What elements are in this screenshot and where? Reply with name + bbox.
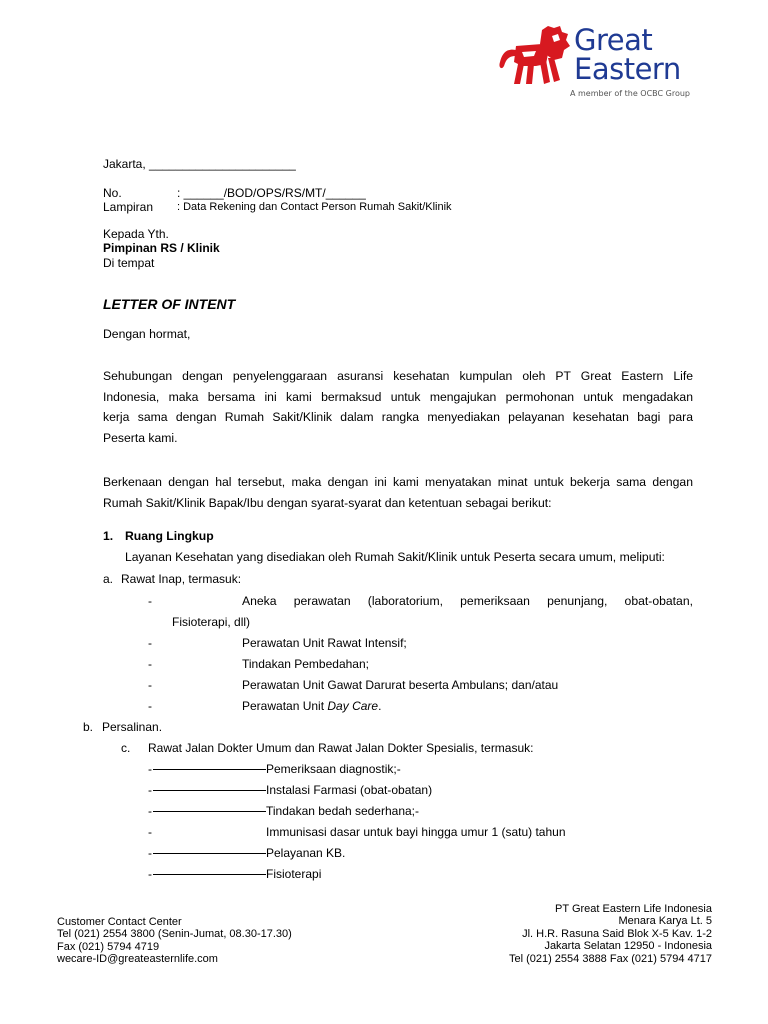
addressee-location: Di tempat xyxy=(103,256,155,270)
attachment-value: : Data Rekening dan Contact Person Rumah Sakit/Klinik xyxy=(177,201,452,213)
inpatient-item-1: Aneka perawatan (laboratorium, pemeriksaan penunjang, obat-obatan, xyxy=(242,594,693,608)
outpatient-item-1: Pemeriksaan diagnostik;- xyxy=(266,762,401,776)
inpatient-item-5-italic: Day Care xyxy=(327,699,379,713)
footer-contact-phone: Tel (021) 2554 3800 (Senin-Jumat, 08.30-17.30) xyxy=(57,928,292,941)
footer-address xyxy=(509,903,712,965)
bullet: - xyxy=(148,699,152,713)
inpatient-item-3: Tindakan Pembedahan; xyxy=(242,657,369,671)
outpatient-item-3: Tindakan bedah sederhana;- xyxy=(266,804,419,818)
item-c-marker: c. xyxy=(121,741,131,755)
outpatient-item-4: Immunisasi dasar untuk bayi hingga umur 1 (satu) tahun xyxy=(266,825,566,839)
bullet: - xyxy=(148,594,152,608)
footer-contact-title: Customer Contact Center xyxy=(57,916,182,928)
brand-tagline: A member of the OCBC Group xyxy=(570,89,690,98)
lion-icon xyxy=(496,24,570,88)
paragraph-2-line: Rumah Sakit/Klinik Bapak/Ibu dengan syarat-syarat dan ketentuan sebagai berikut: xyxy=(103,495,552,510)
outpatient-item-2: Instalasi Farmasi (obat-obatan) xyxy=(266,783,433,797)
bullet: - xyxy=(148,678,152,692)
item-b-text: Persalinan. xyxy=(102,720,163,734)
footer-contact xyxy=(57,916,292,966)
addressee-name: Pimpinan RS / Klinik xyxy=(103,241,220,255)
footer-company: PT Great Eastern Life Indonesia xyxy=(555,903,712,915)
paragraph-1-line: Sehubungan dengan penyelenggaraan asuransi kesehatan kumpulan oleh PT Great Eastern Life xyxy=(103,369,693,383)
leader-line xyxy=(153,769,266,770)
brand-line-1: Great xyxy=(574,23,653,57)
paragraph-1 xyxy=(103,366,693,448)
inpatient-item-5-suffix: . xyxy=(378,699,382,713)
addressee-greeting: Kepada Yth. xyxy=(103,227,169,241)
inpatient-item-5-prefix: Perawatan Unit xyxy=(242,699,328,713)
bullet: - xyxy=(148,804,152,818)
section-number: 1. xyxy=(103,529,114,543)
item-a-marker: a. xyxy=(103,572,114,586)
inpatient-item-2: Perawatan Unit Rawat Intensif; xyxy=(242,636,407,650)
bullet: - xyxy=(148,846,152,860)
footer-street: Jl. H.R. Rasuna Said Blok X-5 Kav. 1-2 xyxy=(522,927,712,940)
leader-line xyxy=(153,853,266,854)
inpatient-item-5 xyxy=(242,699,381,713)
section-heading: Ruang Lingkup xyxy=(125,529,214,543)
bullet: - xyxy=(148,867,152,881)
outpatient-item-6: Fisioterapi xyxy=(266,867,322,881)
inpatient-item-1-continued: Fisioterapi, dll) xyxy=(172,615,251,629)
footer-phone-fax: Tel (021) 2554 3888 Fax (021) 5794 4717 xyxy=(508,952,712,965)
item-b-marker: b. xyxy=(83,720,94,734)
paragraph-1-line: kerja sama dengan Rumah Sakit/Klinik dalam rangka menyediakan pelayanan kesehatan bagi para xyxy=(103,410,693,424)
bullet: - xyxy=(148,636,152,650)
inpatient-item-4: Perawatan Unit Gawat Darurat beserta Ambulans; dan/atau xyxy=(242,678,559,692)
footer-city: Jakarta Selatan 12950 - Indonesia xyxy=(544,940,712,953)
section-intro: Layanan Kesehatan yang disediakan oleh Rumah Sakit/Klinik untuk Peserta secara umum, meliputi: xyxy=(125,550,665,564)
paragraph-1-line: Peserta kami. xyxy=(103,430,178,445)
outpatient-bullet xyxy=(148,783,152,797)
leader-line xyxy=(153,811,266,812)
letter-title: LETTER OF INTENT xyxy=(103,296,236,312)
outpatient-item-5: Pelayanan KB. xyxy=(266,846,346,860)
bullet: - xyxy=(148,783,152,797)
footer-contact-fax: Fax (021) 5794 4719 xyxy=(57,940,160,953)
attachment-label: Lampiran xyxy=(103,200,154,214)
place-date: Jakarta, ______________________ xyxy=(103,157,296,171)
footer-contact-email: wecare-ID@greateasternlife.com xyxy=(57,953,218,966)
paragraph-2-line: Berkenaan dengan hal tersebut, maka dengan ini kami menyatakan minat untuk bekerja sama dengan xyxy=(103,475,693,489)
footer-building: Menara Karya Lt. 5 xyxy=(618,915,712,928)
bullet: - xyxy=(148,762,152,776)
number-label: No. xyxy=(103,186,122,200)
item-a-text: Rawat Inap, termasuk: xyxy=(121,572,242,586)
salutation: Dengan hormat, xyxy=(103,327,191,341)
bullet: - xyxy=(148,825,152,839)
leader-line xyxy=(153,874,266,875)
paragraph-2 xyxy=(103,472,693,513)
outpatient-bullet xyxy=(148,846,152,860)
brand-line-2: Eastern xyxy=(574,52,681,86)
paragraph-1-line: Indonesia, maka bersama ini kami bermaksud untuk mengajukan permohonan untuk mengadakan xyxy=(103,389,693,404)
leader-line xyxy=(153,790,266,791)
great-eastern-logo xyxy=(496,24,720,104)
bullet: - xyxy=(148,657,152,671)
outpatient-bullet xyxy=(148,867,152,881)
outpatient-bullet xyxy=(148,762,152,776)
item-c-text: Rawat Jalan Dokter Umum dan Rawat Jalan Dokter Spesialis, termasuk: xyxy=(148,741,534,755)
number-value: : ______/BOD/OPS/RS/MT/______ xyxy=(177,186,366,200)
outpatient-bullet xyxy=(148,804,152,818)
